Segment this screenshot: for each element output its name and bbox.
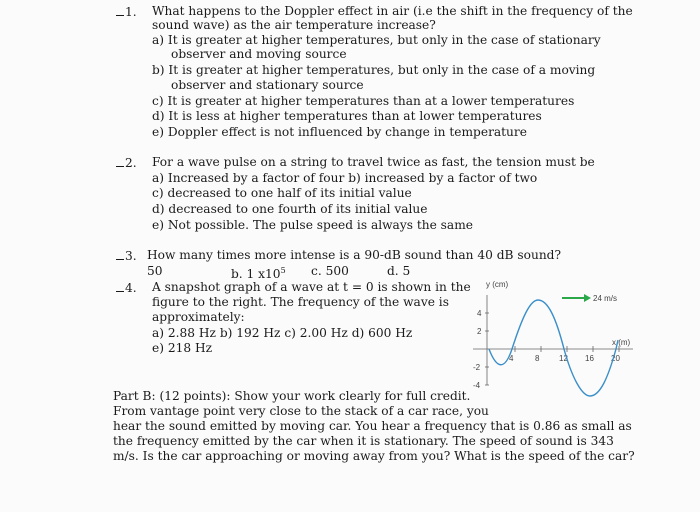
q2-option-d: d) decreased to one fourth of its initial value bbox=[152, 202, 428, 216]
q3-option-a: 50 bbox=[147, 264, 163, 278]
y-tick-2: 2 bbox=[477, 327, 482, 336]
q3-option-b: b. 1 $x10^5$ bbox=[231, 266, 286, 282]
y-tick-neg2: -2 bbox=[473, 363, 481, 372]
x-tick-12: 12 bbox=[559, 354, 568, 363]
q2-option-e: e) Not possible. The pulse speed is always the same bbox=[152, 218, 473, 232]
graph-x-label: x (m) bbox=[612, 338, 631, 347]
q3-stem: How many times more intense is a 90-dB sound than 40 dB sound? bbox=[147, 248, 562, 262]
q1-option-b-line1: b) It is greater at higher temperatures, but only in the case of a moving bbox=[152, 63, 596, 77]
y-tick-4: 4 bbox=[477, 309, 482, 318]
arrowhead-icon bbox=[584, 294, 591, 302]
q2-option-c: c) decreased to one half of its initial value bbox=[152, 186, 412, 200]
x-tick-4: 4 bbox=[509, 354, 514, 363]
q1-option-a-line2: observer and moving source bbox=[171, 47, 347, 61]
q1-option-d: d) It is less at higher temperatures than at lower temperatures bbox=[152, 109, 542, 123]
partB-line4: the frequency emitted by the car when it is stationary. The speed of sound is 343 bbox=[113, 434, 614, 448]
q1-option-c: c) It is greater at higher temperatures than at a lower temperatures bbox=[152, 94, 575, 108]
q3-option-c: c. 500 bbox=[311, 264, 349, 278]
q1-option-b-line2: observer and stationary source bbox=[171, 78, 364, 92]
wave-curve bbox=[489, 300, 618, 396]
q1-number: 1. bbox=[116, 4, 137, 19]
q2-options-ab: a) Increased by a factor of four b) increased by a factor of two bbox=[152, 171, 538, 185]
q1-option-a-line1: a) It is greater at higher temperatures, but only in the case of stationary bbox=[152, 33, 601, 47]
q4-stem-line3: approximately: bbox=[152, 310, 245, 324]
partB-line1: Part B: (12 points): Show your work clearly for full credit. bbox=[113, 389, 471, 403]
x-tick-20: 20 bbox=[611, 354, 620, 363]
q1-stem-line1: What happens to the Doppler effect in air (i.e the shift in the frequency of the bbox=[152, 4, 633, 18]
q4-stem-line1: A snapshot graph of a wave at t = 0 is shown in the bbox=[152, 280, 471, 294]
x-tick-8: 8 bbox=[535, 354, 540, 363]
q4-stem-line2: figure to the right. The frequency of the wave is bbox=[152, 295, 449, 309]
q1-option-e: e) Doppler effect is not influenced by change in temperature bbox=[152, 125, 527, 139]
q1-stem-line2: sound wave) as the air temperature increase? bbox=[152, 18, 436, 32]
q4-options-line1: a) 2.88 Hz b) 192 Hz c) 2.00 Hz d) 600 Hz bbox=[152, 326, 413, 340]
wave-speed-label: 24 m/s bbox=[593, 294, 618, 303]
partB-line3: hear the sound emitted by moving car. You hear a frequency that is 0.86 as small as bbox=[113, 419, 632, 433]
y-tick-neg4: -4 bbox=[473, 381, 481, 390]
q3-number: 3. bbox=[116, 248, 137, 263]
q4-options-line2: e) 218 Hz bbox=[152, 341, 213, 355]
q4-number: 4. bbox=[116, 280, 137, 295]
q2-stem: For a wave pulse on a string to travel twice as fast, the tension must be bbox=[152, 155, 595, 169]
q2-number: 2. bbox=[116, 155, 137, 170]
x-tick-16: 16 bbox=[585, 354, 594, 363]
partB-line5: m/s. Is the car approaching or moving away from you? What is the speed of the car? bbox=[113, 449, 635, 463]
partB-line2: From vantage point very close to the stack of a car race, you bbox=[113, 404, 489, 418]
graph-y-label: y (cm) bbox=[486, 280, 509, 289]
q3-option-d: d. 5 bbox=[387, 264, 411, 278]
